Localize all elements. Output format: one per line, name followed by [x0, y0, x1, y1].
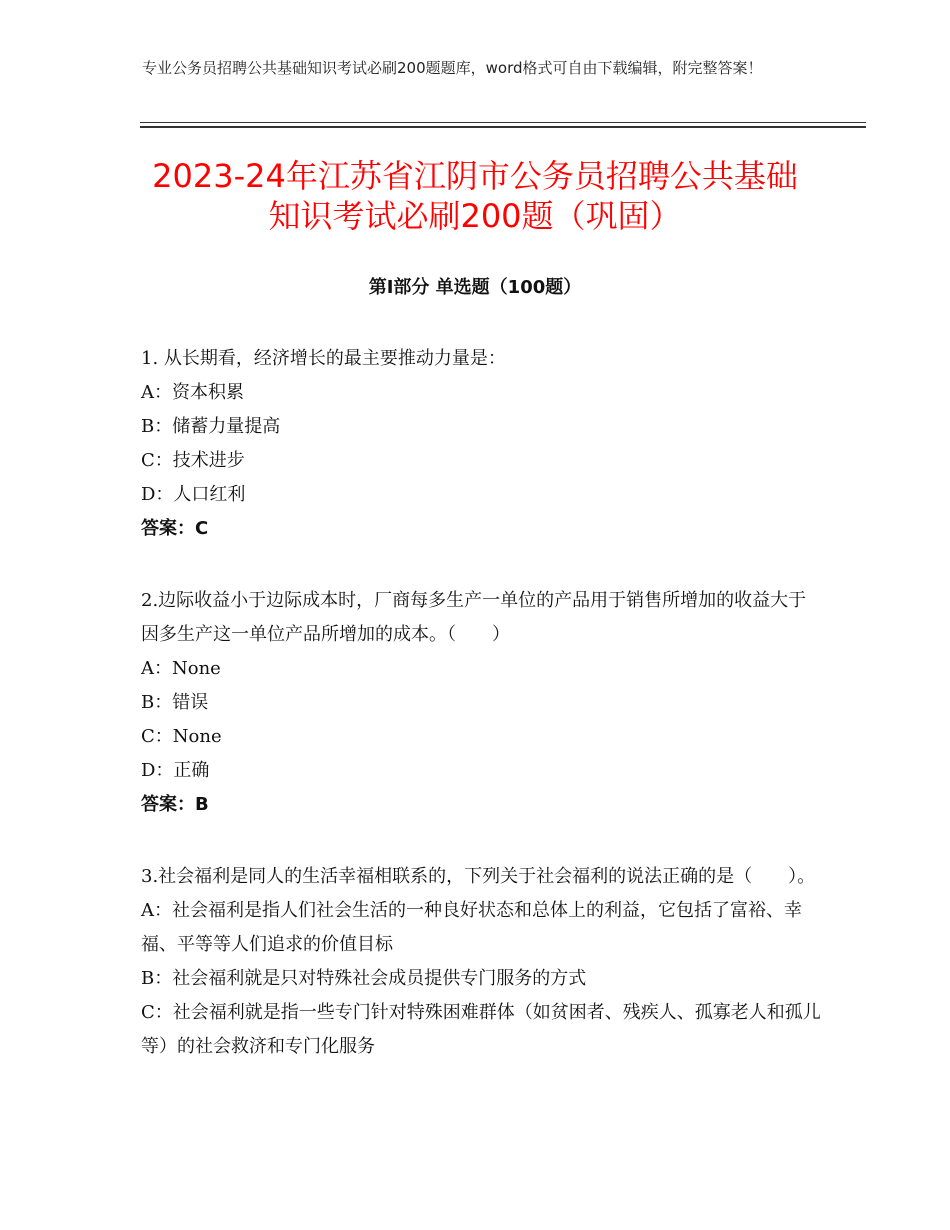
header-rule-thick	[140, 126, 866, 128]
question-stem: 1. 从长期看，经济增长的最主要推动力量是：	[141, 348, 506, 369]
answer: 答案：B	[141, 794, 209, 815]
question-stem: 2.边际收益小于边际成本时，厂商每多生产一单位的产品用于销售所增加的收益大于因多生产这一单位产品所增加的成本。（ ）	[141, 590, 807, 645]
option-a: A：None	[141, 658, 221, 679]
option-b: B：储蓄力量提高	[141, 416, 281, 437]
option-b: B：错误	[141, 692, 209, 713]
option-a: A：资本积累	[141, 382, 244, 403]
option-d: D：正确	[141, 760, 210, 781]
option-c: C：社会福利就是指一些专门针对特殊困难群体（如贫困者、残疾人、孤寡老人和孤儿等）的社会救济和专门化服务	[141, 1002, 821, 1057]
option-c: C：None	[141, 726, 222, 747]
document-title: 2023-24年江苏省江阴市公务员招聘公共基础知识考试必刷200题（巩固）	[152, 157, 798, 235]
section-title: 第Ⅰ部分 单选题（100题）	[368, 277, 582, 298]
question-2	[141, 584, 821, 822]
option-d: D：人口红利	[141, 484, 246, 505]
header-note: 专业公务员招聘公共基础知识考试必刷200题题库，word格式可自由下载编辑，附完整答案！	[142, 59, 763, 77]
question-3	[141, 860, 821, 1064]
option-b: B：社会福利就是只对特殊社会成员提供专门服务的方式	[141, 968, 587, 989]
answer: 答案：C	[141, 518, 209, 539]
question-stem: 3.社会福利是同人的生活幸福相联系的，下列关于社会福利的说法正确的是（ ）。	[141, 866, 816, 887]
option-c: C：技术进步	[141, 450, 245, 471]
header-rule-thin	[140, 122, 866, 123]
option-a: A：社会福利是指人们社会生活的一种良好状态和总体上的利益，它包括了富裕、幸福、平等等人们追求的价值目标	[141, 900, 802, 955]
question-1	[141, 342, 821, 546]
question-list	[141, 342, 821, 1102]
